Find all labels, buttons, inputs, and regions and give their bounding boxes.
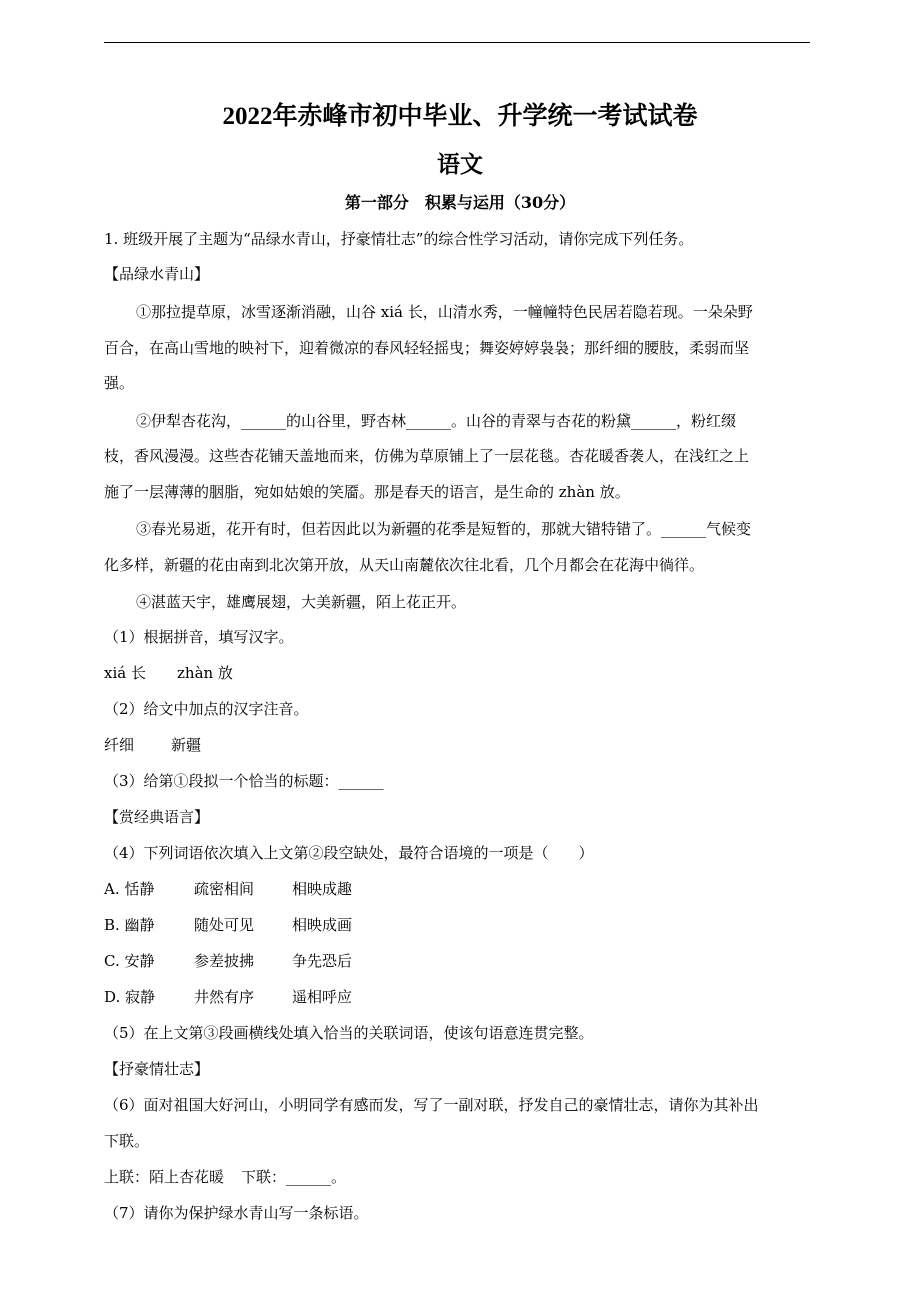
option-row: [104, 987, 820, 1007]
sub-question: （2）给文中加点的汉字注音。: [104, 700, 309, 718]
sub-question: （5）在上文第③段画横线处填入恰当的关联词语，使该句语意连贯完整。: [104, 1024, 594, 1042]
pinyin-item: zhàn 放: [177, 664, 233, 682]
header-rule: [104, 42, 810, 43]
sub-question: （6）面对祖国大好河山，小明同学有感而发，写了一副对联，抒发自己的豪情壮志，请你为其补出: [104, 1096, 759, 1114]
sub-question: 下联。: [104, 1132, 150, 1150]
question-stem: 1. 班级开展了主题为“品绿水青山，抒豪情壮志”的综合性学习活动，请你完成下列任务。: [104, 230, 694, 248]
paragraph-line: 强。: [104, 374, 135, 392]
paragraph-line: 施了一层薄薄的胭脂，宛如姑娘的笑靥。那是春天的语言，是生命的 zhàn 放。: [104, 483, 630, 501]
answer-row: [104, 735, 820, 755]
option-word: 争先恐后: [292, 952, 353, 970]
sub-question: （1）根据拼音，填写汉字。: [104, 628, 294, 646]
word-item: 新疆: [171, 736, 202, 754]
answer-row: [104, 663, 820, 683]
section-heading: 【赏经典语言】: [104, 808, 210, 826]
paragraph-line: 化多样，新疆的花由南到北次第开放，从天山南麓依次往北看，几个月都会在花海中徜徉。: [104, 556, 705, 574]
section-heading: 【品绿水青山】: [104, 265, 210, 283]
couplet-row: [104, 1167, 820, 1187]
option-word: 井然有序: [194, 988, 255, 1006]
paragraph-line: ④湛蓝天宇，雄鹰展翅，大美新疆，陌上花正开。: [136, 593, 467, 611]
sub-question: （4）下列词语依次填入上文第②段空缺处，最符合语境的一项是（ ）: [104, 844, 594, 862]
subject-title: 语文: [437, 151, 483, 178]
word-item: 纤细: [104, 736, 135, 754]
section-heading: 【抒豪情壮志】: [104, 1060, 210, 1078]
option-row: [104, 915, 820, 935]
option-word: 疏密相间: [194, 880, 255, 898]
option-label: A. 恬静: [104, 880, 155, 898]
option-word: 相映成画: [292, 916, 353, 934]
couplet-lower: 下联：______。: [241, 1168, 347, 1186]
pinyin-item: xiá 长: [104, 664, 146, 682]
paragraph-line: ③春光易逝，花开有时，但若因此以为新疆的花季是短暂的，那就大错特错了。______气候变: [136, 520, 752, 538]
paragraph-line: ①那拉提草原，冰雪逐渐消融，山谷 xiá 长，山清水秀，一幢幢特色民居若隐若现。一朵朵野: [136, 303, 753, 321]
option-word: 相映成趣: [292, 880, 353, 898]
couplet-upper: 上联：陌上杏花暖: [104, 1168, 225, 1186]
option-word: 随处可见: [194, 916, 255, 934]
option-row: [104, 879, 820, 899]
part-heading: 第一部分 积累与运用（30分）: [344, 193, 576, 212]
option-label: D. 寂静: [104, 988, 156, 1006]
option-word: 参差披拂: [194, 952, 255, 970]
paragraph-line: 百合，在高山雪地的映衬下，迎着微凉的春风轻轻摇曳；舞姿婷婷袅袅；那纤细的腰肢，柔弱而坚: [104, 339, 750, 357]
option-label: C. 安静: [104, 952, 155, 970]
paragraph-line: 枝，香风漫漫。这些杏花铺天盖地而来，仿佛为草原铺上了一层花毯。杏花暖香袭人，在浅红之上: [104, 447, 750, 465]
paragraph-line: ②伊犁杏花沟，______的山谷里，野杏林______。山谷的青翠与杏花的粉黛______，粉红缀: [136, 412, 737, 430]
sub-question: （7）请你为保护绿水青山写一条标语。: [104, 1204, 369, 1222]
option-word: 遥相呼应: [292, 988, 353, 1006]
exam-title: 2022年赤峰市初中毕业、升学统一考试试卷: [222, 103, 698, 130]
sub-question: （3）给第①段拟一个恰当的标题：______: [104, 772, 384, 790]
option-row: [104, 951, 820, 971]
option-label: B. 幽静: [104, 916, 155, 934]
